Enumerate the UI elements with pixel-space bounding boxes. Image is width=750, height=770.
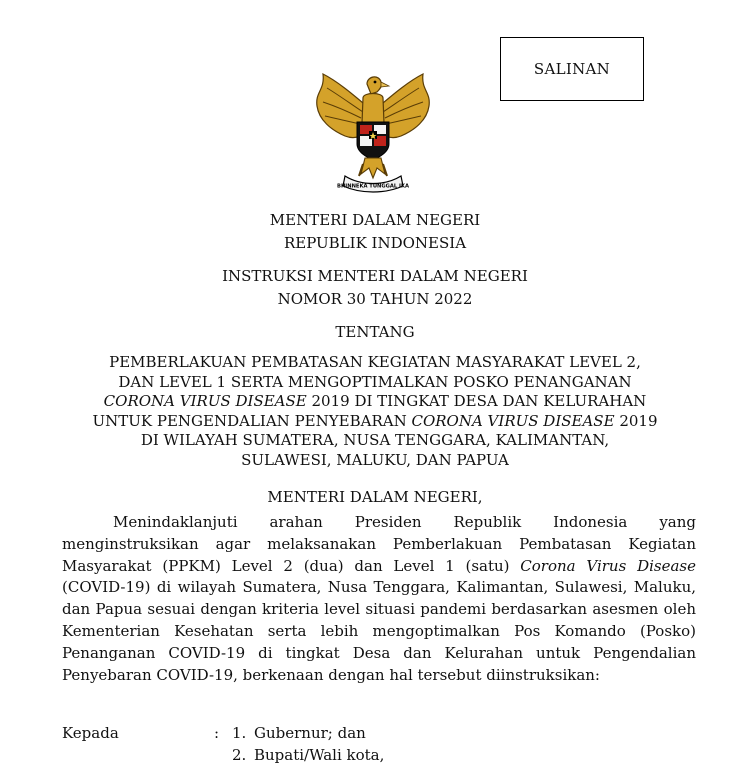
body-paragraph xyxy=(62,512,696,686)
subject-line-4-start: UNTUK PENGENDALIAN PENYEBARAN xyxy=(92,411,412,430)
ministry-line-1: MENTERI DALAM NEGERI xyxy=(269,211,481,229)
recipient-number: 1. xyxy=(232,724,247,742)
instruction-heading xyxy=(0,265,750,310)
about-label: TENTANG xyxy=(335,323,415,341)
subject-italic-2: CORONA VIRUS DISEASE xyxy=(411,411,615,430)
subject-line-2: DAN LEVEL 1 SERTA MENGOPTIMALKAN POSKO PENANGANAN xyxy=(118,372,632,391)
body-italic: Corona Virus Disease xyxy=(520,556,696,575)
subject-line-5: DI WILAYAH SUMATERA, NUSA TENGGARA, KALIMANTAN, xyxy=(140,431,610,449)
stamp-label: SALINAN xyxy=(533,60,611,78)
recipients-label: Kepada xyxy=(62,724,119,742)
garuda-pancasila-emblem-icon xyxy=(305,68,441,198)
recipient-number: 2. xyxy=(232,746,247,764)
body-text-part-2: (COVID-19) di wilayah Sumatera, Nusa Tenggara, Kalimantan, Sulawesi, Maluku, dan Papua sesuai dengan kriteria level situasi pandemi berdasarkan asesmen oleh Kementerian Kesehatan serta lebih mengoptimalkan Pos Komando (Posko) Penanganan COVID-19 di tingkat Desa dan Kelurahan untuk Pengendalian Penyebaran COVID-19, berkenaan dengan hal tersebut diinstruksikan: xyxy=(62,578,696,684)
subject-line-4 xyxy=(0,412,750,432)
instruction-number: NOMOR 30 TAHUN 2022 xyxy=(277,289,473,308)
subject-line-4-end: 2019 xyxy=(614,411,658,430)
recipient-text: Gubernur; dan xyxy=(254,724,366,742)
recipient-item xyxy=(232,722,366,744)
subject-line-3-rest: 2019 DI TINGKAT DESA DAN KELURAHAN xyxy=(306,392,647,410)
subject-title xyxy=(0,353,750,470)
minister-title: MENTERI DALAM NEGERI, xyxy=(267,488,483,506)
recipient-item xyxy=(232,744,384,766)
instruction-line-1: INSTRUKSI MENTERI DALAM NEGERI xyxy=(222,267,528,285)
subject-line-1: PEMBERLAKUAN PEMBATASAN KEGIATAN MASYARAKAT LEVEL 2, xyxy=(109,353,641,371)
subject-line-6: SULAWESI, MALUKU, DAN PAPUA xyxy=(241,450,509,469)
salinan-stamp xyxy=(500,37,644,101)
ministry-heading xyxy=(0,209,750,254)
recipients-colon: : xyxy=(214,724,220,742)
ministry-line-2: REPUBLIK INDONESIA xyxy=(283,233,467,252)
body-text-part-1: Menindaklanjuti arahan Presiden Republik Indonesia yang menginstruksikan agar melaksanakan Pemberlakuan Pembatasan Kegiatan Masyarakat (PPKM) Level 2 (dua) dan Level 1 (satu) xyxy=(62,513,696,575)
subject-italic-1: CORONA VIRUS DISEASE xyxy=(103,392,307,410)
subject-line-3 xyxy=(0,392,750,412)
emblem-motto: BHINNEKA TUNGGAL IKA xyxy=(337,183,409,190)
recipient-text: Bupati/Wali kota, xyxy=(254,746,385,764)
